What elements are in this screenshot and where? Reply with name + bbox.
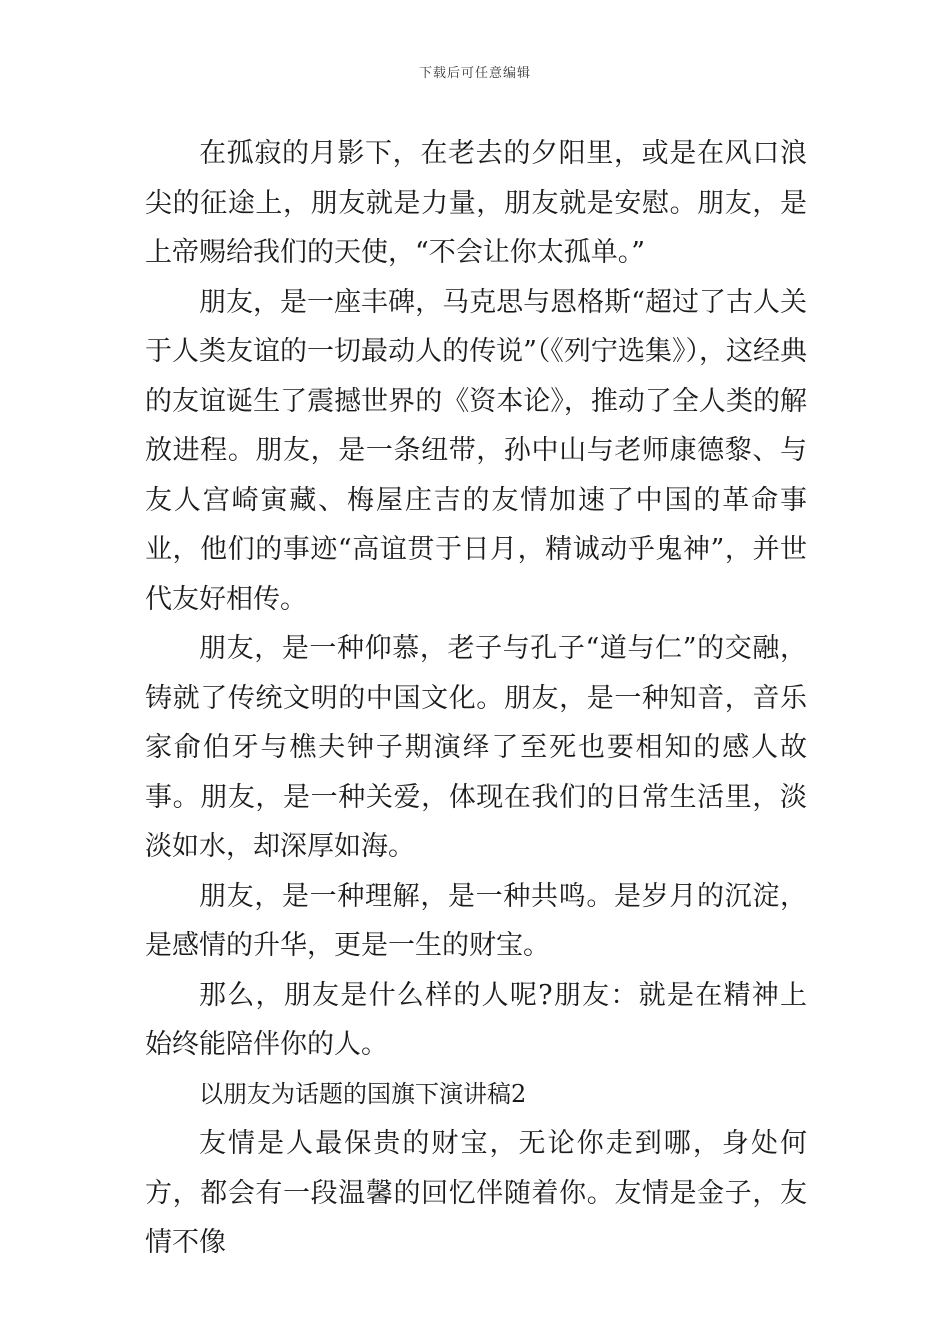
document-body (145, 129, 807, 1268)
paragraph-6: 友情是人最保贵的财宝，无论你走到哪，身处何方，都会有一段温馨的回忆伴随着你。友情是金子，友情不像 (145, 1128, 807, 1258)
paragraph-3: 朋友，是一种仰慕，老子与孔子“道与仁”的交融，铸就了传统文明的中国文化。朋友，是一种知音，音乐家俞伯牙与樵夫钟子期演绎了至死也要相知的感人故事。朋友，是一种关爱，体现在我们的日常生活里，淡淡如水，却深厚如海。 (145, 633, 807, 862)
page-header: 下载后可任意编辑 (418, 66, 531, 81)
section-title: 以朋友为话题的国旗下演讲稿2 (199, 1079, 527, 1108)
paragraph-4: 朋友，是一种理解，是一种共鸣。是岁月的沉淀，是感情的升华，更是一生的财宝。 (145, 880, 807, 961)
paragraph-1: 在孤寂的月影下，在老去的夕阳里，或是在风口浪尖的征途上，朋友就是力量，朋友就是安慰。朋友，是上帝赐给我们的天使，“不会让你太孤单。” (145, 138, 807, 268)
paragraph-5: 那么，朋友是什么样的人呢?朋友：就是在精神上始终能陪伴你的人。 (145, 979, 807, 1060)
paragraph-2: 朋友，是一座丰碑，马克思与恩格斯“超过了古人关于人类友谊的一切最动人的传说”（《列宁选集》），这经典的友谊诞生了震撼世界的《资本论》，推动了全人类的解放进程。朋友，是一条纽带，孙中山与老师康德黎、与友人宫崎寅藏、梅屋庄吉的友情加速了中国的革命事业，他们的事迹“高谊贯于日月，精诚动乎鬼神”，并世代友好相传。 (145, 286, 807, 615)
